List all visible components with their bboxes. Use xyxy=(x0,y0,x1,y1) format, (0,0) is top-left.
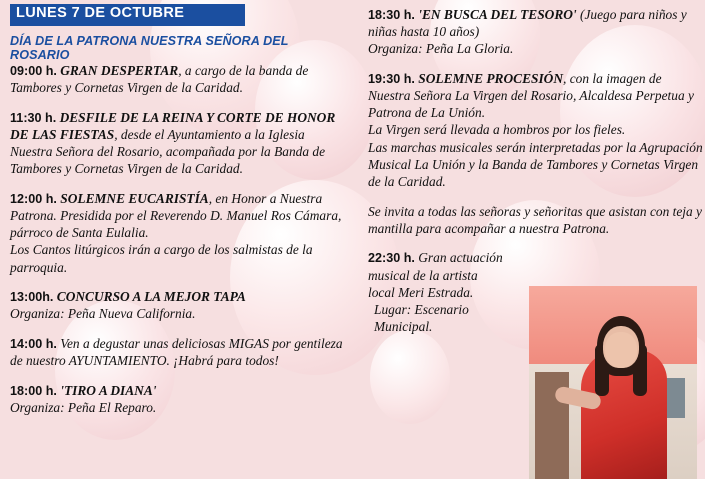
entry-extra: Los Cantos litúrgicos irán a cargo de los salmistas de la parroquia. xyxy=(10,242,313,275)
entry-time: 18:00 h. xyxy=(10,383,57,398)
entry-headline: SOLEMNE PROCESIÓN xyxy=(418,70,563,86)
left-entry-list xyxy=(10,62,346,429)
schedule-entry xyxy=(10,190,346,276)
entry-headline: SOLEMNE EUCARISTÍA xyxy=(60,190,209,206)
entry-line-5: Municipal. xyxy=(374,319,433,334)
left-column xyxy=(0,0,352,479)
entry-time: 19:30 h. xyxy=(368,71,415,86)
entry-extra: Organiza: Peña La Gloria. xyxy=(368,41,514,57)
schedule-entry xyxy=(10,382,346,416)
date-title: LUNES 7 DE OCTUBRE xyxy=(16,5,185,21)
entry-line-4: Lugar: Escenario xyxy=(374,301,469,317)
schedule-entry xyxy=(10,109,346,178)
final-schedule-entry xyxy=(368,249,528,335)
entry-time: 12:00 h. xyxy=(10,191,57,206)
schedule-entry xyxy=(368,6,704,57)
entry-text: , desde el Ayuntamiento a la Iglesia Nuestra Señora del Rosario, acompañada por la Banda de Tambores y Cornetas Virgen de la Caridad. xyxy=(10,126,326,177)
entry-time: 09:00 h. xyxy=(10,64,57,78)
entry-line-1: Gran actuación xyxy=(418,250,503,266)
schedule-entry xyxy=(10,62,346,96)
entry-extra: La Virgen será llevada a hombros por los fieles. xyxy=(368,122,626,138)
entry-headline: DESFILE DE LA REINA Y CORTE DE HONOR DE LAS FIESTAS xyxy=(10,109,336,142)
photo-person-face xyxy=(605,332,637,368)
entry-text: , en Honor a Nuestra Patrona. Presidida por el Reverendo D. Manuel Ros Cámara, párroco de Santa Eulalia. xyxy=(10,190,342,241)
entry-text: (Juego para niños y niñas hasta 10 años) xyxy=(368,7,687,40)
entry-extra-2: Las marchas musicales serán interpretadas por la Agrupación Musical La Unión y la Banda de Tambores y Cornetas Virgen de la Caridad. xyxy=(368,139,703,189)
page-subtitle: DÍA DE LA PATRONA NUESTRA SEÑORA DEL ROSARIO xyxy=(10,34,289,62)
schedule-entry xyxy=(10,335,346,369)
entry-time: 14:00 h. xyxy=(10,337,57,352)
schedule-entry xyxy=(10,288,346,322)
entry-line-2: musical de la artista xyxy=(368,267,478,283)
entry-headline: GRAN DESPERTAR xyxy=(60,63,179,78)
entry-text: Ven a degustar unas deliciosas MIGAS por gentileza de nuestro AYUNTAMIENTO. ¡Habrá para todos! xyxy=(10,336,343,369)
entry-time: 22:30 h. xyxy=(368,251,415,266)
artist-photo xyxy=(529,286,697,479)
entry-headline: CONCURSO A LA MEJOR TAPA xyxy=(56,289,246,305)
entry-text: , con la imagen de Nuestra Señora La Virgen del Rosario, Alcaldesa Perpetua y Patrona de La Unión. xyxy=(368,70,694,121)
entry-extra: Organiza: Peña Nueva California. xyxy=(10,306,196,322)
schedule-entry xyxy=(368,70,704,190)
entry-time: 18:30 h. xyxy=(368,8,415,22)
entry-headline: 'TIRO A DIANA' xyxy=(60,382,157,398)
entry-extra: Organiza: Peña El Reparo. xyxy=(10,400,157,415)
right-column xyxy=(360,0,705,479)
entry-headline: 'EN BUSCA DEL TESORO' xyxy=(418,7,577,22)
entry-time: 13:00h. xyxy=(10,290,54,305)
entry-time: 11:30 h. xyxy=(10,110,57,125)
entry-line-3: local Meri Estrada. xyxy=(368,284,474,300)
entry-text: , a cargo de la banda de Tambores y Cornetas Virgen de la Caridad. xyxy=(10,63,309,96)
notice-text: Se invita a todas las señoras y señoritas que asistan con teja y mantilla para acompañar a nuestra Patrona. xyxy=(368,203,702,236)
